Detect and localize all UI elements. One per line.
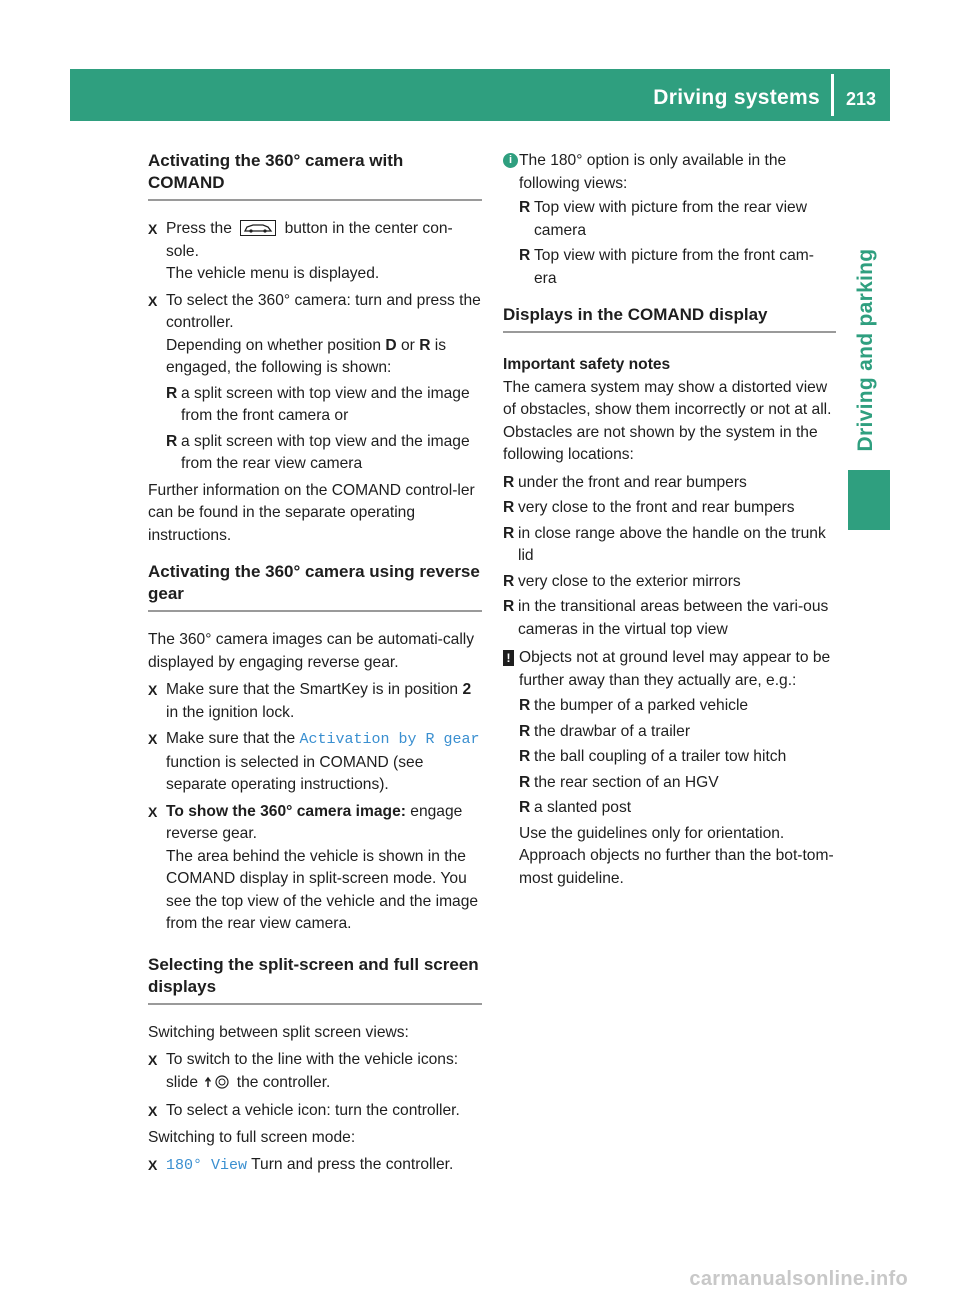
closing-paragraph: Use the guidelines only for orientation. Approach objects no further than the bot-tom-most guideline. [519,824,834,887]
bullet-icon: R [503,572,515,590]
list-item-text: the drawbar of a trailer [534,722,691,740]
list-item [519,797,836,820]
bullet-icon: R [503,473,515,491]
paragraph: Switching to full screen mode: [148,1128,356,1146]
step-text: To select a vehicle icon: turn the controller. [166,1102,460,1119]
right-column [503,150,836,894]
header-separator [831,74,834,116]
step-text: or [400,336,415,354]
step-text: the controller. [236,1073,331,1091]
note-text: Objects not at ground level may appear to be further away than they actually are, e.g.: [519,649,831,689]
list-item [503,497,836,520]
list-item [519,197,836,242]
step-arrow-icon: X [148,731,158,747]
step-text: engage reverse gear. [166,802,463,842]
step-arrow-icon: X [148,682,158,698]
instruction-step [148,679,482,724]
bullet-icon: R [166,384,178,402]
list-item-text: Top view with picture from the front cam-era [534,247,814,287]
step-arrow-icon: X [148,1157,158,1173]
step-arrow-icon: X [148,803,158,820]
bullet-icon: R [166,432,178,450]
list-item [503,472,836,495]
bullet-icon: R [503,598,515,615]
list-item [519,721,836,744]
list-item [166,431,482,476]
list-item [503,523,836,568]
list-item [519,772,836,795]
step-result: The vehicle menu is displayed. [166,265,380,282]
paragraph: Further information on the COMAND control-ler can be found in the separate operating instructions. [148,481,475,544]
list-item-text: a split screen with top view and the image from the front camera or [181,384,470,424]
watermark: carmanualsonline.info [689,1268,908,1290]
step-arrow-icon: X [148,292,158,309]
paragraph: Switching between split screen views: [148,1023,409,1041]
step-arrow-icon: X [148,221,158,237]
paragraph: The 360° camera images can be automati-cally displayed by engaging reverse gear. [148,631,475,671]
step-text: Make sure that the SmartKey is in position [166,681,459,698]
list-item [503,596,836,641]
instruction-step [148,801,482,936]
step-text: Make sure that the [166,730,296,747]
menu-function-name: Activation by R gear [299,731,480,748]
header-title: Driving systems [653,86,820,109]
gear-position-r: R [419,336,431,354]
instruction-step [148,290,482,476]
bullet-icon: R [519,247,531,264]
bullet-icon: R [519,199,531,216]
side-tab-marker [848,470,890,530]
warning-note [503,647,836,890]
step-text: slide [166,1073,199,1091]
section-title: Activating the 360° camera using reverse gear [148,561,482,612]
list-item [519,695,836,718]
list-item [166,383,482,428]
paragraph: The camera system may show a distorted view of obstacles, show them incorrectly or not at all. Obstacles are not shown by the system in the following locations: [503,378,832,463]
list-item-text: a split screen with top view and the image from the rear view camera [181,432,470,472]
step-arrow-icon: X [148,1052,158,1068]
controller-slide-icon [204,1074,230,1097]
bullet-icon: R [519,799,531,816]
instruction-step [148,1049,482,1096]
list-item-text: the rear section of an HGV [534,773,719,791]
gear-position-d: D [385,336,397,354]
bullet-icon: R [519,773,531,791]
instruction-step [148,728,482,797]
step-result: The area behind the vehicle is shown in the COMAND display in split-screen mode. You see the top view of the vehicle and the image from the rear view camera. [166,847,479,932]
section-title: Displays in the COMAND display [503,304,836,333]
vehicle-button-icon [240,220,276,236]
page-number: 213 [845,89,877,109]
list-item-text: under the front and rear bumpers [518,473,747,491]
list-item-text: Top view with picture from the rear view camera [534,199,807,239]
step-text: To switch to the line with the vehicle icons: [166,1051,459,1068]
section-title: Selecting the split-screen and full screen displays [148,954,482,1005]
menu-function-name: 180° View [166,1157,248,1174]
list-item-text: a slanted post [534,799,632,816]
list-item-text: very close to the front and rear bumpers [518,499,795,516]
note-text: The 180° option is only available in the following views: [519,152,787,192]
info-icon: i [503,153,518,168]
list-item-text: in the transitional areas between the vari-ous cameras in the virtual top view [518,598,829,638]
list-item-text: the ball coupling of a trailer tow hitch [534,748,787,765]
warning-icon: ! [503,650,514,666]
subheading: Important safety notes [503,356,671,373]
bullet-icon: R [519,722,531,740]
step-text: button in the center con-sole. [166,220,453,260]
list-item-text: in close range above the handle on the trunk lid [518,524,826,564]
location-list [503,472,836,642]
instruction-step [148,218,482,286]
list-item [503,571,836,594]
section-title: Activating the 360° camera with COMAND [148,150,482,201]
ignition-position: 2 [462,681,472,698]
step-text: Turn and press the controller. [251,1156,454,1173]
step-text: in the ignition lock. [166,703,295,721]
list-item [519,746,836,769]
step-text: function is selected in COMAND (see separate operating instructions). [166,753,424,793]
bullet-icon: R [519,748,531,765]
step-text: To select the 360° camera: turn and press the controller. [166,291,481,331]
step-heading: To show the 360° camera image: [166,802,406,820]
step-text: is engaged, the following is shown: [166,336,447,376]
side-tab-label: Driving and parking [854,248,877,452]
bullet-icon: R [519,697,531,714]
step-text: Depending on whether position [166,336,382,354]
instruction-step [148,1154,482,1178]
info-note [503,150,836,290]
list-item [519,245,836,290]
bullet-icon: R [503,499,515,516]
step-text: Press the [166,220,232,237]
bullet-icon: R [503,524,515,542]
list-item-text: very close to the exterior mirrors [518,572,741,590]
step-arrow-icon: X [148,1103,158,1119]
list-item-text: the bumper of a parked vehicle [534,697,749,714]
left-column [148,150,482,1182]
instruction-step [148,1100,482,1123]
